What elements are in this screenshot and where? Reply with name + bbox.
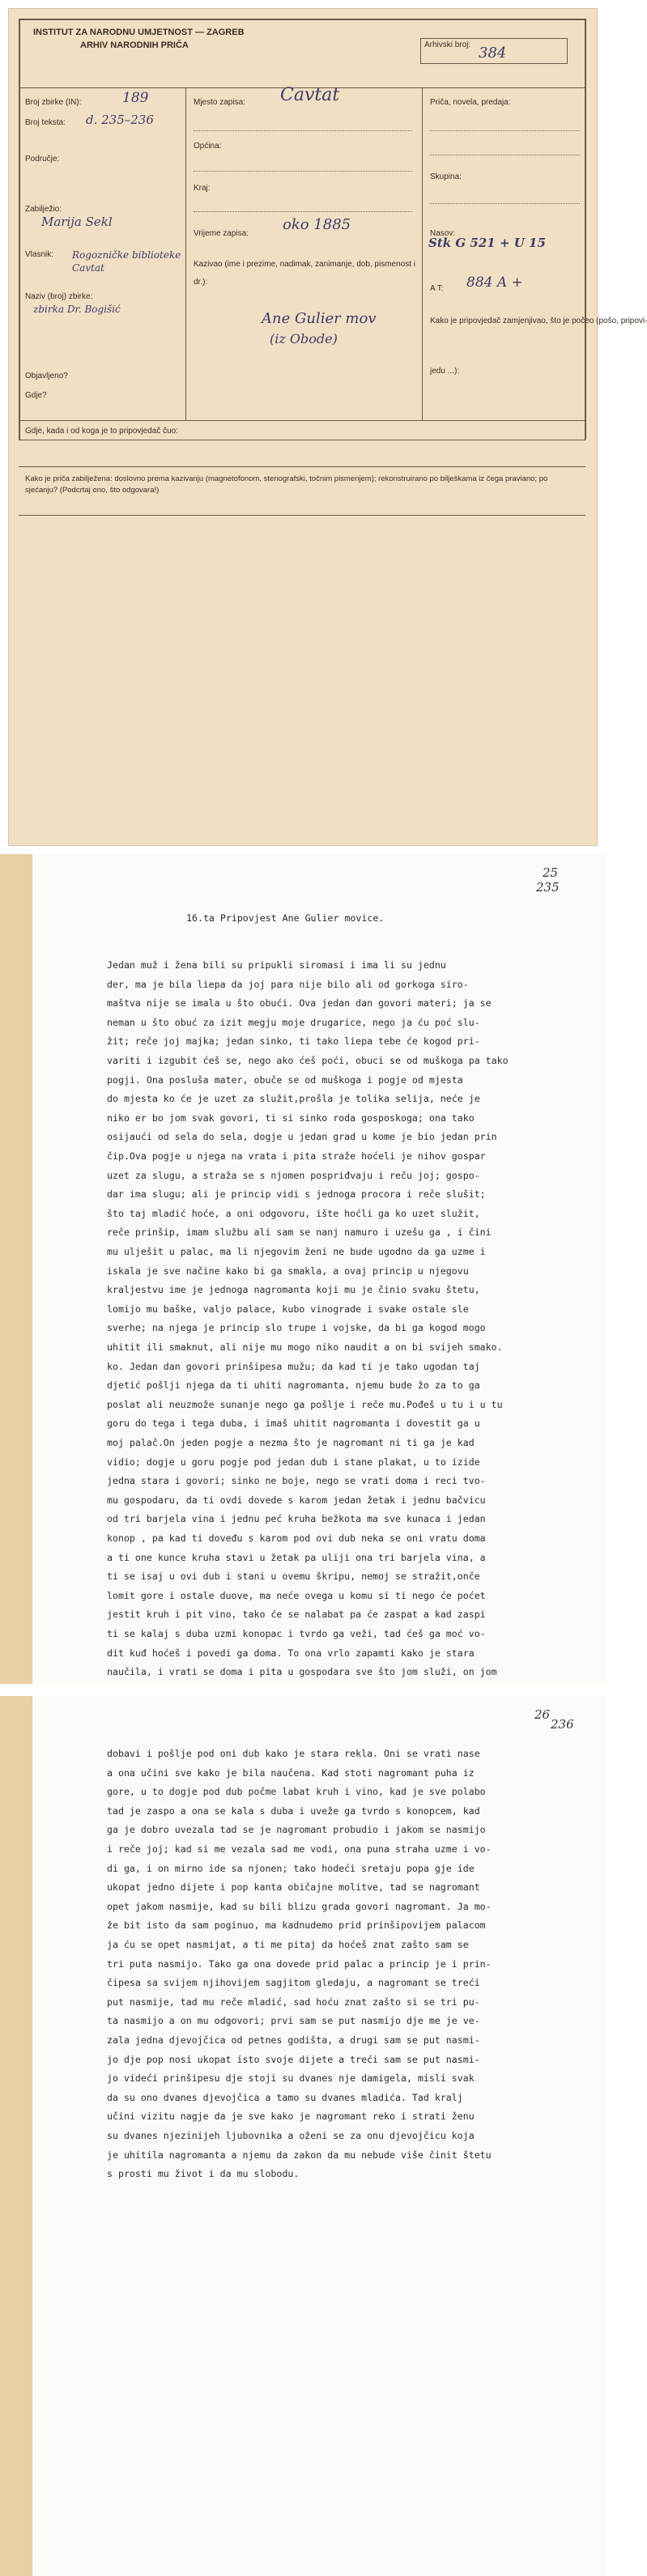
nasov-label: Nasov:: [430, 229, 456, 238]
text-line: što taj mladić hoće, a oni odgovoru, ište hoćli ga ko uzet služit,: [107, 1207, 480, 1219]
frame-top: [19, 19, 585, 20]
dotted-line: [430, 130, 580, 131]
opcina-label: Općina:: [194, 142, 222, 151]
binding-strip: [0, 1696, 32, 2576]
text-line: put nasmije, tad mu reče mladić, sad hoću znat zašto si se tri pu-: [107, 1996, 480, 2008]
page-number-top: 26: [534, 1707, 551, 1722]
broj-teksta-value: d. 235–236: [86, 113, 154, 127]
text-line: vidio; dogje u goru pogje pod jedan dub i stane plakat, u to izide: [107, 1456, 480, 1468]
text-line: iskala je sve načine kako bi ga smakla, a ovaj princip u njegovu: [107, 1265, 469, 1277]
text-line: lomit gore i ostale duove, ma neće ovega u komu si ti nego će poćet: [107, 1589, 486, 1601]
text-line: dobavi i pošlje pod oni dub kako je stara rekla. Oni se vrati nase: [107, 1748, 480, 1759]
text-line: konop , pa kad ti doveđu s karom pod ovi dub neka se oni vratu doma: [107, 1532, 486, 1544]
text-line: da su ono dvanes djevojčica a tamo su dvanes mladića. Tad kralj: [107, 2091, 463, 2103]
row-line: [19, 466, 585, 467]
broj-zbirke-value: 189: [122, 90, 149, 106]
podrucje-label: Područje:: [25, 155, 60, 164]
frame-left: [19, 19, 20, 440]
column-line: [185, 87, 186, 420]
text-line: der, ma je bila liepa da joj para nije bilo ali od gorkoga siro-: [107, 978, 469, 990]
nasov-value: Stk G 521 + U 15: [428, 236, 546, 250]
text-line: maštva nije se imala u što obući. Ova jedan dan govori materi; ja se: [107, 997, 492, 1010]
kako-label: Kako je pripovjedač zamjenjivao, što je počeo (pošo, pripovi-: [430, 317, 647, 325]
text-line: že bit isto da sam poginuo, ma kadnudemo prid prinšipovijem palacom: [107, 1919, 486, 1932]
dotted-line: [194, 211, 412, 212]
gdje-label: Gdje?: [25, 391, 47, 400]
zabiljezio-value: Marija Sekl: [41, 215, 113, 229]
frame-right: [585, 19, 586, 440]
text-line: jo dje pop nosi ukopat isto svoje dijete a treći sam se put nasmi-: [107, 2053, 480, 2065]
page-number-top: 25: [543, 865, 559, 880]
vlasnik-label: Vlasnik:: [25, 250, 54, 259]
institute-name: INSTITUT ZA NARODNU UMJETNOST — ZAGREB: [33, 28, 245, 37]
mjesto-value: Cavtat: [280, 85, 340, 105]
vrijeme-label: Vrijeme zapisa:: [194, 229, 249, 238]
text-line: a ona učini sve kako je bila naučena. Kad stoti nagromant puha iz: [107, 1766, 475, 1779]
kazivao-value-2: (iz Obode): [270, 331, 338, 346]
text-line: čipesa sa svijem njihovijem sagjitom gledaju, a nagromant se treći: [107, 1977, 480, 1989]
text-line: dit kuđ hoćeš i povedi ga doma. To ona vrlo zapamti kako je stara: [107, 1647, 475, 1659]
kako-zabiljezena-label: Kako je priča zabilježena: doslovno prema kazivanju (magnetofonom, stenografski, točnim pismenjem); rekonstruirano po bilješkama iz čega praviano; po sjećanju? (Podcrtaj ono, što odgovara!): [25, 474, 548, 495]
prica-label: Priča, novela, predaja:: [430, 98, 511, 107]
text-line: od tri barjela vina i jednu peć kruha bežkota ma sve kunaca i jedan: [107, 1513, 486, 1525]
text-line: gore, u to dogje pod dub počme labat kruh i vino, kad je sve polabo: [107, 1786, 486, 1798]
text-line: di ga, i on mirno ide sa njonen; tako hodeći sretaju popa gje ide: [107, 1862, 475, 1874]
text-line: do mjesta ko će je uzet za služit,prošla je tolika selija, neće je: [107, 1093, 480, 1105]
archive-name: ARHIV NARODNIH PRIČA: [80, 40, 189, 50]
text-line: čip.Ova pogje u njega na vrata i pita straže hoćeli je nihov gospar: [107, 1150, 486, 1162]
text-line: sverhe; na njega je princip slo trupe i vojske, da bi ga kogod mogo: [107, 1322, 486, 1334]
at-value: 884 A +: [466, 274, 523, 291]
objavljeno-label: Objavljeno?: [25, 372, 68, 380]
zabiljezio-label: Zabilježio:: [25, 205, 62, 214]
text-line: jestit kruh i pit vino, tako će se nalabat pa će zaspat a kad zaspi: [107, 1609, 486, 1621]
text-line: mu ulješit u palac, ma li njegovim ženi ne bude ugodno da ga uzme i: [107, 1246, 486, 1257]
text-line: reče prinšip, imam službu ali sam se nanj namuro i uzešu ga , i čini: [107, 1226, 492, 1239]
skupina-label: Skupina:: [430, 172, 462, 181]
text-line: a ti one kunce kruha stavi u žetak pa uliji ona tri barjela vina, a: [107, 1551, 486, 1563]
text-line: dar ima slugu; ali je princip vidi s jednoga procora i reče slušit;: [107, 1188, 486, 1201]
broj-zbirke-label: Broj zbirke (IN):: [25, 98, 82, 107]
page-number-bottom: 235: [536, 880, 560, 895]
text-line: ja ću se opet nasmijat, a ti me pitaj da hoćeš znat zašto sam se: [107, 1939, 469, 1950]
text-line: s prosti mu život i da mu slobodu.: [107, 2168, 300, 2180]
row-line: [19, 420, 585, 421]
arhivski-label: Arhivski broj:: [424, 40, 471, 49]
column-line: [422, 87, 423, 420]
text-line: variti i izgubit ćeš se, nego ako ćeš poći, obuci se od muškoga pa tako: [107, 1055, 509, 1066]
text-line: zala jedna djevojčica od petnes godišta, a drugi sam se put nasmi-: [107, 2034, 480, 2046]
text-line: mu gospodaru, da ti ovdi dovede s karom jedan žetak i jednu bačvicu: [107, 1494, 486, 1506]
text-line: ta nasmijo a on mu odgovori; prvi sam se put nasmijo dje me je ve-: [107, 2015, 480, 2027]
at-label: A T:: [430, 284, 444, 293]
kazivao-label: Kazivao (ime i prezime, nadimak, zanimanje, dob, pismenost i dr.):: [194, 260, 416, 287]
text-line: učini vizitu nagje da je sve kako je nagromant reko i strati ženu: [107, 2111, 475, 2123]
page-number-bottom: 236: [551, 1717, 574, 1732]
mjesto-label: Mjesto zapisa:: [194, 98, 245, 107]
text-line: moj palač.On jeden pogje a nezma što je nagromant ni ti ga je kad: [107, 1437, 475, 1448]
index-card: [8, 8, 647, 846]
text-line: ti se isaj u ovi dub i stani u ovemu škripu, nemoj se stražit,onče: [107, 1571, 480, 1583]
text-line: uhitit ili smaknut, ali nije mu mogo niko naudit a on bi svijeh smako.: [107, 1341, 503, 1353]
text-line: neman u što obuć za izit megju moje drugarice, nego ja ću poć slu-: [107, 1016, 480, 1028]
vrijeme-value: oko 1885: [283, 216, 351, 233]
text-line: goru do tega i tega duba, i imaš uhitit nagromanta i dovestit ga u: [107, 1418, 480, 1430]
text-line: Jedan muž i žena bili su pripukli siromasi i ima li su jednu: [107, 959, 446, 971]
text-line: naučila, i vrati se doma i pita u gospodara sve što jom služi, on jom: [107, 1666, 497, 1678]
text-line: poslat ali neuzmože sunanje nego ga pošlje i reče mu.Pođeš u tu i u tu: [107, 1398, 503, 1410]
text-line: lomijo mu baške, valjo palace, kubo vinograde i svake ostale sle: [107, 1303, 469, 1315]
dotted-line: [430, 203, 580, 204]
story-title: 16.ta Pripovjest Ane Gulier movice.: [186, 912, 385, 924]
arhivski-value: 384: [479, 45, 507, 62]
text-line: kraljestvu ime je jednoga nagromanta koji mu je činio svaku štetu,: [107, 1284, 480, 1296]
text-line: tad je zaspo a ona se kala s duba i uveže ga tvrdo s konopcem, kad: [107, 1804, 480, 1817]
text-line: su dvanes njezinijeh ljubovnika a oženi se za onu djevojčicu koja: [107, 2130, 475, 2141]
dotted-line: [194, 171, 412, 172]
broj-teksta-label: Broj teksta:: [25, 118, 66, 127]
text-line: niko er bo jom svak govori, ti si sinko roda gosposkoga; ona tako: [107, 1112, 475, 1124]
text-line: uzet za slugu, a straža se s njomen pospriđvaju i reču joj; gospo-: [107, 1169, 480, 1181]
row-line: [19, 515, 585, 516]
naziv-label: Naziv (broj) zbirke:: [25, 292, 93, 301]
text-line: jo videći prinšipesu dje stoji su dvanes nje damigela, misli svak: [107, 2072, 475, 2085]
text-line: žit; reče joj majka; jedan sinko, ti tako liepa tebe će kogod pri-: [107, 1035, 480, 1048]
typed-page-2: [32, 1696, 607, 2576]
text-line: ga je dobro uvezala tad se je nagromant probudio i jakom se nasmijo: [107, 1824, 486, 1836]
text-line: osijaući od sela do sela, dogje u jedan grad u kome je bio jedan prin: [107, 1131, 497, 1143]
text-line: tri puta nasmijo. Tako ga ona dovede prid palac a princip je i prin-: [107, 1958, 492, 1970]
text-line: opet jakom nasmije, kad su bili blizu grada govori nagromant. Ja mo-: [107, 1900, 492, 1912]
text-line: ti se kalaj s duba uzmi konopac i tvrdo ga veži, tad ćeš ga moć vo-: [107, 1628, 486, 1639]
dotted-line: [194, 130, 412, 131]
gdje-kada-label: Gdje, kada i od koga je to pripovjedač čuo:: [25, 427, 179, 436]
kazivao-value: Ane Gulier mov: [262, 310, 377, 327]
text-line: ukopat jedno dijete i pop kanta običajne molitve, tad se nagromant: [107, 1881, 480, 1894]
text-line: i reče joj; kad si me vezala sad me vodi, ona puna straha uzme i vo-: [107, 1843, 492, 1855]
kako-label-2: jedu ...):: [430, 367, 460, 376]
text-line: djetić pošlji njega da ti uhiti nagromanta, njemu bude žo za to ga: [107, 1379, 480, 1392]
typed-page-1: [32, 854, 607, 1684]
binding-strip: [0, 854, 32, 1684]
text-line: jedna stara i govori; sinko ne boje, nego se vrati doma i reci tvo-: [107, 1475, 486, 1487]
text-line: pogji. Ona posluša mater, obuče se od muškoga i pogje od mjesta: [107, 1073, 463, 1086]
naziv-value: zbirka Dr. Bogišić: [33, 304, 121, 315]
text-line: ko. Jedan dan govori prinšipesa mužu; da kad ti je tako ugodan taj: [107, 1360, 480, 1372]
kraj-label: Kraj:: [194, 184, 211, 193]
text-line: je uhitila nagromanta a njemu da zakon da mu nebude više činit štetu: [107, 2149, 492, 2161]
vlasnik-value: Rogozničke biblioteke Cavtat: [72, 249, 181, 274]
